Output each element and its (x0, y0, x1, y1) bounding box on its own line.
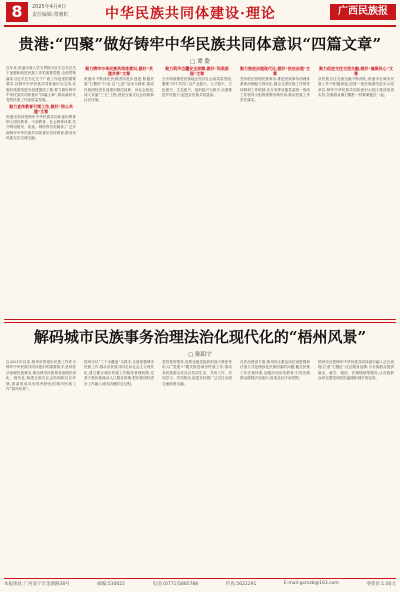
article1-subheading: 聚力筑牢边疆安全屏障,做好“和美家园”文章 (165, 66, 229, 77)
article1-author: ▢ 谭 姿 (190, 59, 210, 65)
article2-column-5 (318, 360, 394, 574)
article1-column-2 (84, 66, 154, 316)
footer-email[interactable]: E-mail:gxmzb@163.com (283, 581, 339, 586)
article1-subheading: 聚力铸牢中华民族共同体意识,做好“共建共享”文章 (85, 66, 153, 77)
article1-subheading: 聚力促进交往交流交融,做好“凝聚民心”文章 (319, 66, 393, 77)
newspaper-name: 广西民族报 (330, 4, 396, 20)
article2-title[interactable]: 解码城市民族事务治理法治化现代化的“梧州风景” (33, 328, 367, 346)
article2-paragraph: 自2021年以来,梧州市把城市民族工作作为铸牢中华民族共同体意识的重要抓手,坚持依法治理民族事务,推动城市民族事务治理法治化、现代化,构建互嵌式社会结构和社区环境,探索形成具有梧州特色的城市民族工作“梧州风景”。 (6, 360, 76, 392)
article1-paragraph: 各民族交往交流交融不断深化,贵港市在城市民族工作中积极探索,创建一批民族团结进步示范单位,铸牢中华民族共同体意识示范区建设取得实效,各族群众像石榴籽一样紧紧抱在一起。 (318, 76, 394, 98)
article1-subheading: 聚力推进治理现代化,做好“依法治理”文章 (240, 66, 310, 77)
page-number: 8 (6, 2, 28, 22)
article2-paragraph: 梧州市还把铸牢中华民族共同体意识融入社区治理,打造“石榴红”社区服务品牌,为各族群众提供就业、就学、就医、法律援助等服务,让各族群众切实感受到党的温暖和城市的包容。 (318, 360, 394, 381)
article2-column-2 (84, 360, 154, 574)
footer-fax: 传真:5622291 (225, 582, 257, 587)
article2-author: ▢ 陈昭宇 (188, 352, 212, 358)
article1-paragraph: 近年来,贵港市深入学习贯彻习近平总书记关于加强和改进民族工作的重要思想,全面贯彻落实习近平总书记关于广西工作论述的重要要求,以铸牢中华民族共同体意识为主线,实施民族团结进步创建提质工程,着力做好铸牢中华民族共同体意识“四篇文章”,推动新时代党的民族工作高质量发展。 (6, 66, 76, 103)
article2-paragraph: 梧州市以“三个全覆盖”为抓手,全面加强城市民族工作,推动各民族共同走向社会主义现代化,建立健全城市民族工作服务管理机制,完善少数民族流动人口服务管理,把民族团结进步工作融入城市治理的全过程。 (84, 360, 154, 386)
footer-address: 本报地址:广西南宁市金湖路38号 (4, 582, 70, 587)
article-divider (4, 319, 396, 320)
article1-column-5 (318, 66, 394, 316)
page-footer (4, 581, 396, 587)
footer-postcode: 邮编:530022 (97, 582, 126, 587)
section-title: 中华民族共同体建设·理论 (105, 6, 276, 22)
article2-column-1 (6, 360, 76, 574)
article1-paragraph: 贵港市不断深化民族团结进步创建,积极开展“石榴籽”行动,以“七进”活动为载体,推动民族团结进步创建向基层延伸、向社会拓展,深入实施“三交”工程,建设互嵌式社会结构和社区环境。 (84, 76, 154, 103)
footer-rule (4, 578, 396, 579)
footer-price: 零售价:1.00元 (366, 582, 396, 587)
editor-line: 责任编辑:覃雅虹 (32, 12, 69, 18)
issue-date: 2025年4月4日 (32, 4, 67, 10)
article2-paragraph: 在法治建设方面,梧州市注重运用法治思维和法治方式处理涉及民族因素的问题,健全民族工作法规体系,加强法治宣传教育,引导各族群众增强法治意识,营造良好法治氛围。 (240, 360, 310, 381)
header-rule (4, 25, 396, 27)
article1-paragraph: 全市持续推进民族地区经济社会高质量发展,聚焦“四个共同”,以产业振兴、人才振兴、文化振兴、生态振兴、组织振兴为抓手,全面推进乡村振兴,促进各民族共同富裕。 (162, 76, 232, 98)
article2-column-4 (240, 360, 310, 574)
article2-paragraph: 坚持党的领导,发挥各级党组织的战斗堡垒作用,以“党建+”模式推进城市民族工作,推动各民族群众在社区共同生活、共同工作、共同学习、共同娱乐,促进各民族广泛交往全面交流深度交融。 (162, 360, 232, 386)
article1-paragraph: 坚持依法管理民族事务,推进民族事务治理体系和治理能力现代化,健全完善民族工作领导体制和工作机制,充分发挥各级党委统一战线工作领导小组的统筹协调作用,推动民族工作责任落实。 (240, 76, 310, 103)
article1-column-1 (6, 66, 76, 316)
article1-subheading: 聚力宣传教育引领工作,做好“同心共建”文章 (9, 103, 73, 115)
article2-column-3 (162, 360, 232, 574)
article1-column-4 (240, 66, 310, 316)
article1-paragraph: 贵港市坚持把铸牢中华民族共同体意识教育纳入国民教育、干部教育、社会教育体系,充分利用报刊、电视、网络等各类媒体,广泛开展铸牢中华民族共同体意识宣传教育,推动各民族交往交流交融。 (6, 114, 76, 141)
article1-title[interactable]: 贵港:“四聚”做好铸牢中华民族共同体意识“四篇文章” (18, 35, 382, 53)
footer-phone: 电话:(0771)5885788 (152, 582, 199, 587)
article-divider (4, 322, 396, 323)
article1-column-3 (162, 66, 232, 316)
